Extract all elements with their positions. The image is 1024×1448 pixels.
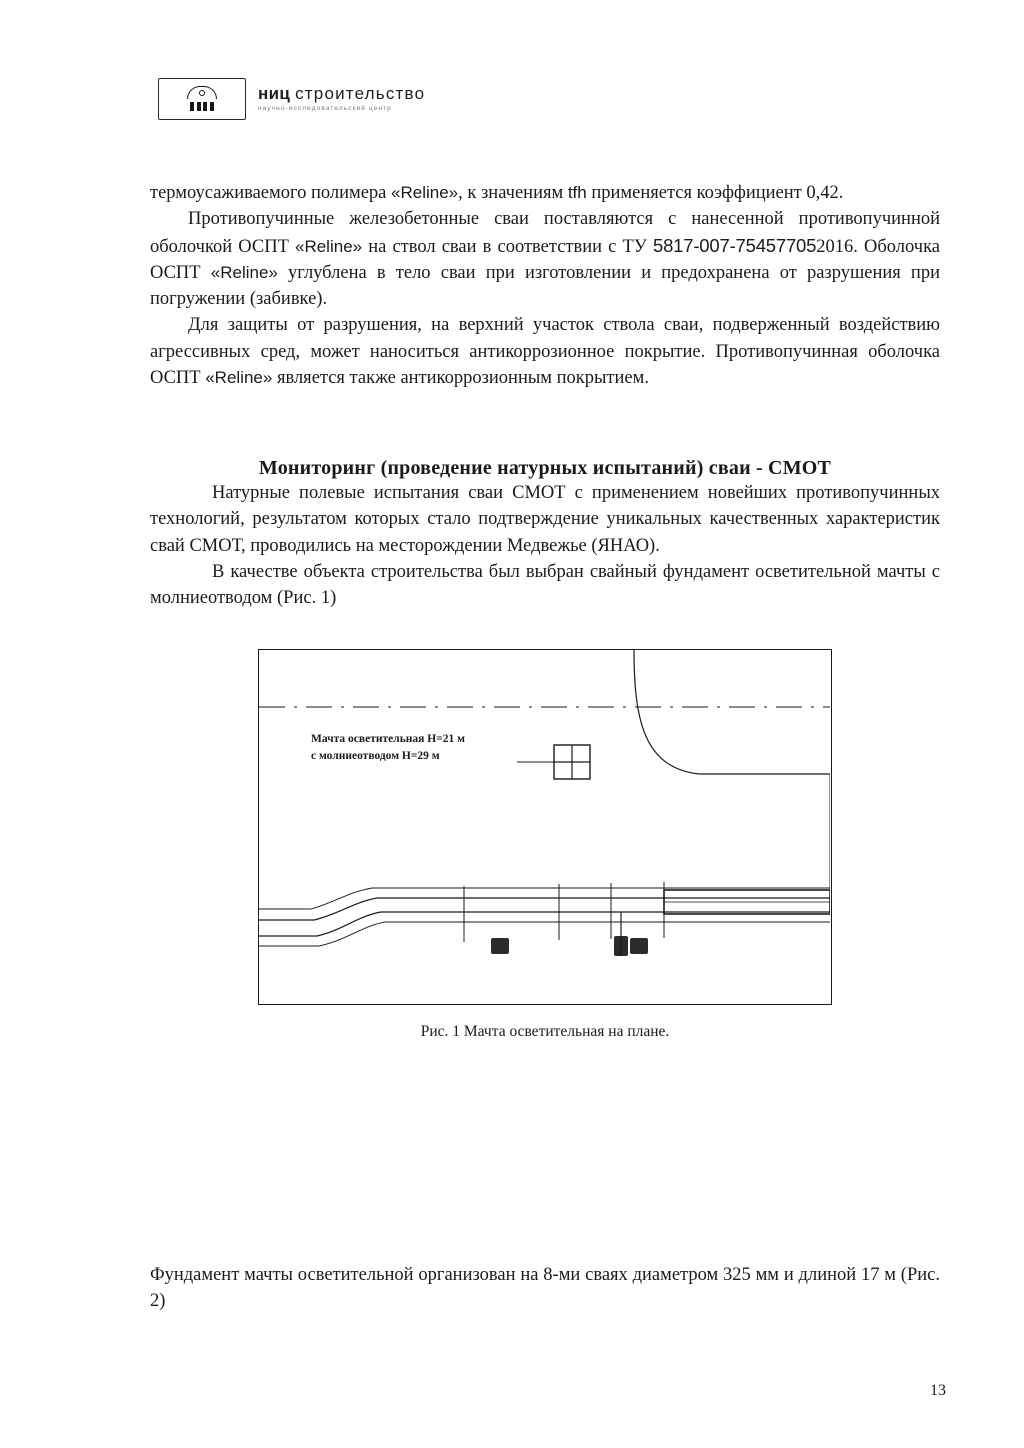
- paragraph-6: Фундамент мачты осветительной организован на 8-ми сваях диаметром 325 мм и длиной 17 м (Рис. 2): [150, 1265, 940, 1312]
- p1-text-b: , к значениям: [458, 183, 568, 203]
- section-title: Мониторинг (проведение натурных испытаний) сваи - СМОТ: [258, 457, 832, 480]
- brand-subtitle: научно-исследовательский центр: [258, 105, 392, 113]
- figure-1: [258, 649, 832, 1041]
- document-body: [150, 180, 940, 1041]
- figure-1-caption: Рис. 1 Мачта осветительная на плане.: [420, 1023, 670, 1041]
- paragraph-2: [150, 206, 940, 312]
- p3-text-b: является также антикоррозионным покрытием.: [272, 367, 649, 388]
- p1-tfh: tfh: [567, 183, 587, 202]
- p3-text-a: Для защиты от разрушения, на верхний участок ствола сваи, подверженный воздействию агрессивных сред, может наноситься антикоррозионное покрытие. Противопучинная оболочка ОСПТ: [150, 315, 940, 388]
- p2-tu-number: 5817-007-75457705: [652, 234, 817, 256]
- paragraph-1: [150, 180, 940, 206]
- figure-1-annotation-line-1: Мачта осветительная Н=21 м: [311, 733, 465, 746]
- p2-text-a: Противопучинные железобетонные сваи поставляются с нанесенной противопучинной оболочкой ОСПТ: [150, 209, 940, 257]
- p2-text-c: 2016. Оболочка ОСПТ: [150, 236, 940, 283]
- brand-name-light: строительство: [295, 84, 426, 104]
- page-number: 13: [930, 1382, 946, 1399]
- site-plan-drawing: [259, 650, 830, 1003]
- p1-reline: «Reline»: [391, 183, 459, 202]
- p2-reline-2: «Reline»: [210, 262, 278, 282]
- nic-logo-icon: [158, 78, 246, 120]
- p1-text-a: термоусаживаемого полимера: [150, 183, 392, 203]
- figure-1-annotation-line-2: с молниеотводом Н=29 м: [311, 750, 440, 763]
- brand-name-bold: ниц: [258, 84, 291, 104]
- p3-reline: «Reline»: [205, 367, 273, 387]
- p2-text-d: углублена в тело сваи при изготовлении и предохранена от разрушения при погружении (забивке).: [150, 262, 940, 310]
- figure-1-drawing: [258, 649, 832, 1005]
- document-header: [158, 78, 425, 120]
- paragraph-5: В качестве объекта строительства был выбран свайный фундамент осветительной мачты с молниеотводом (Рис. 1): [150, 561, 940, 609]
- p1-text-c: применяется коэффициент 0,42.: [586, 183, 844, 203]
- brand-text-block: [258, 85, 425, 113]
- figure-1-annotation: [311, 731, 465, 764]
- p2-reline-1: «Reline»: [295, 236, 363, 256]
- paragraph-4: Натурные полевые испытания сваи СМОТ с применением новейших противопучинных технологий, результатом которых стало подтверждение уникальных качественных характеристик свай СМОТ, проводились на месторождении Медвежье (ЯНАО).: [150, 483, 940, 556]
- paragraph-3: [150, 312, 940, 391]
- p2-text-b: на ствол сваи в соответствии с ТУ: [362, 236, 653, 257]
